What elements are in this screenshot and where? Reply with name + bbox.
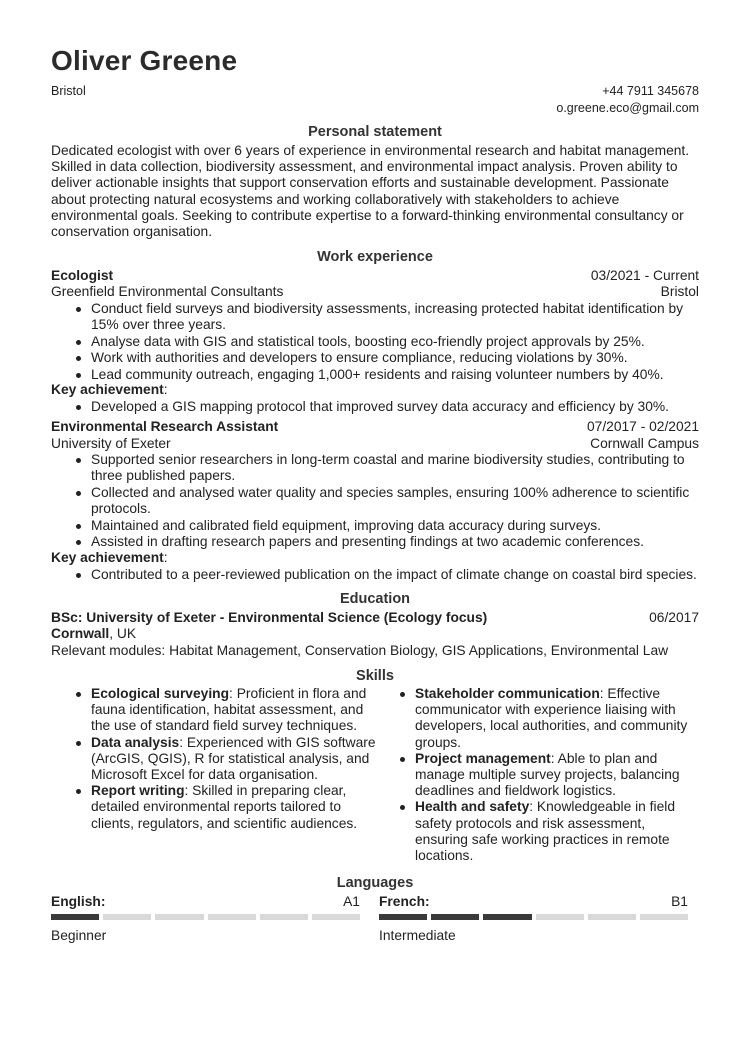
email: o.greene.eco@gmail.com <box>556 101 699 115</box>
contact-row-2 <box>51 100 699 116</box>
job-role: Ecologist <box>51 268 114 283</box>
education-city: Cornwall <box>51 626 110 641</box>
level-segment <box>51 914 99 920</box>
level-segment <box>536 914 584 920</box>
location: Bristol <box>51 84 86 98</box>
list-item: Analyse data with GIS and statistical tools, boosting eco-friendly project approvals by 25%. <box>51 334 699 350</box>
language-header <box>379 894 688 910</box>
job-company: Greenfield Environmental Consultants <box>51 284 284 299</box>
key-achievement-label-row <box>51 382 699 398</box>
job-location: Cornwall Campus <box>590 436 699 451</box>
skill-desc: : Knowledgeable in field safety protocols and risk assessment, ensuring safe working practices in remote locations. <box>415 799 675 864</box>
language-code: A1 <box>343 894 360 909</box>
job-dates: 03/2021 - Current <box>590 268 699 283</box>
job-bullets <box>51 301 699 383</box>
skill-item <box>51 735 380 784</box>
skills-right-column <box>375 686 699 864</box>
personal-statement-text: Dedicated ecologist with over 6 years of experience in environmental research and habitat management. Skilled in data collection, biodiversity assessment, and environmental impact analysis. Proven ability to deliver actionable insights that support conservation efforts and sustainable development. Passionate about protecting natural ecosystems and working collaboratively with stakeholders to achieve environmental goals. Seeking to contribute expertise to a forward-thinking environmental consultancy or conservation organisation. <box>51 143 690 240</box>
education-modules: Relevant modules: Habitat Management, Conservation Biology, GIS Applications, Environmental Law <box>51 643 669 658</box>
level-segment <box>483 914 531 920</box>
skill-name: Project management <box>415 750 551 766</box>
list-item: Developed a GIS mapping protocol that improved survey data accuracy and efficiency by 30%. <box>51 399 699 415</box>
list-item: Contributed to a peer-reviewed publication on the impact of climate change on coastal bird species. <box>51 567 699 583</box>
degree-title: BSc: University of Exeter - Environmental Science (Ecology focus) <box>51 610 488 625</box>
language-header <box>51 894 360 910</box>
list-item: Maintained and calibrated field equipment, improving data accuracy during surveys. <box>51 518 699 534</box>
job-employer-row <box>51 284 699 300</box>
skill-name: Ecological surveying <box>91 686 230 701</box>
skill-desc: : Able to plan and manage multiple survey projects, balancing deadlines and fieldwork logistics. <box>415 750 680 799</box>
languages-heading: Languages <box>336 875 414 891</box>
degree-date: 06/2017 <box>649 610 699 625</box>
skill-item <box>375 686 699 751</box>
skill-name: Report writing <box>91 783 185 799</box>
list-item: Assisted in drafting research papers and presenting findings at two academic conferences. <box>51 534 699 550</box>
job-location: Bristol <box>660 284 699 299</box>
job-dates: 07/2017 - 02/2021 <box>586 419 699 434</box>
skill-name: Health and safety <box>415 799 530 815</box>
job-employer-row <box>51 436 699 452</box>
level-segment <box>208 914 256 920</box>
key-achievement-label-row <box>51 550 699 566</box>
level-segment <box>379 914 427 920</box>
key-achievement-label: Key achievement <box>51 382 164 397</box>
key-achievement-list <box>51 399 699 415</box>
job-company: University of Exeter <box>51 436 171 451</box>
education-modules-row <box>51 643 699 659</box>
level-segment <box>431 914 479 920</box>
language-english <box>51 894 360 944</box>
work-experience-heading: Work experience <box>317 249 433 265</box>
list-item: Collected and analysed water quality and species samples, ensuring 100% adherence to scientific protocols. <box>51 485 699 518</box>
contact-row-1 <box>51 83 699 99</box>
skill-item <box>51 783 380 832</box>
language-french <box>379 894 688 944</box>
key-achievement-colon: : <box>163 550 168 565</box>
level-segment <box>640 914 688 920</box>
education-heading: Education <box>339 591 411 607</box>
skill-desc: : Effective communicator with experience liaising with developers, local authorities, and community groups. <box>415 686 688 750</box>
level-segment <box>260 914 308 920</box>
education-country: , UK <box>109 626 137 641</box>
language-level-bar <box>379 914 688 920</box>
language-level: Beginner <box>51 928 107 943</box>
key-achievement-label: Key achievement <box>51 550 164 565</box>
job-role: Environmental Research Assistant <box>51 419 279 434</box>
list-item: Work with authorities and developers to ensure compliance, reducing violations by 30%. <box>51 350 699 366</box>
candidate-name: Oliver Greene <box>51 45 238 76</box>
list-item: Lead community outreach, engaging 1,000+ residents and raising volunteer numbers by 40%. <box>51 367 699 383</box>
job-header <box>51 268 699 284</box>
skill-name: Stakeholder communication <box>415 686 600 701</box>
language-level-bar <box>51 914 360 920</box>
skill-desc: : Skilled in preparing clear, detailed environmental reports tailored to clients, regulators, and scientific audiences. <box>91 783 358 831</box>
list-item: Supported senior researchers in long-term coastal and marine biodiversity studies, contributing to three published papers. <box>51 452 699 485</box>
skills-heading: Skills <box>356 668 394 684</box>
degree-row <box>51 610 699 626</box>
skill-desc: : Experienced with GIS software (ArcGIS, QGIS), R for statistical analysis, and Microsoft Excel for data organisation. <box>91 734 376 783</box>
key-achievement-colon: : <box>163 382 168 397</box>
skill-name: Data analysis <box>91 734 180 750</box>
skill-desc: : Proficient in flora and fauna identification, habitat assessment, and the use of standard field survey techniques. <box>91 686 367 734</box>
level-segment <box>103 914 151 920</box>
skill-item <box>375 751 699 800</box>
skill-item <box>375 799 699 864</box>
language-level: Intermediate <box>379 928 456 943</box>
education-location-row <box>51 626 699 642</box>
language-name: French: <box>379 894 430 909</box>
language-code: B1 <box>671 894 688 909</box>
key-achievement-list <box>51 567 699 583</box>
language-name: English: <box>51 894 106 909</box>
phone: +44 7911 345678 <box>602 84 699 98</box>
list-item: Conduct field surveys and biodiversity assessments, increasing protected habitat identification by 15% over three years. <box>51 301 699 334</box>
skill-item <box>51 686 380 735</box>
skills-left-column <box>51 686 380 832</box>
job-header <box>51 419 699 435</box>
level-segment <box>588 914 636 920</box>
level-segment <box>155 914 203 920</box>
level-segment <box>312 914 360 920</box>
personal-statement-heading: Personal statement <box>308 124 442 140</box>
job-bullets <box>51 452 699 550</box>
